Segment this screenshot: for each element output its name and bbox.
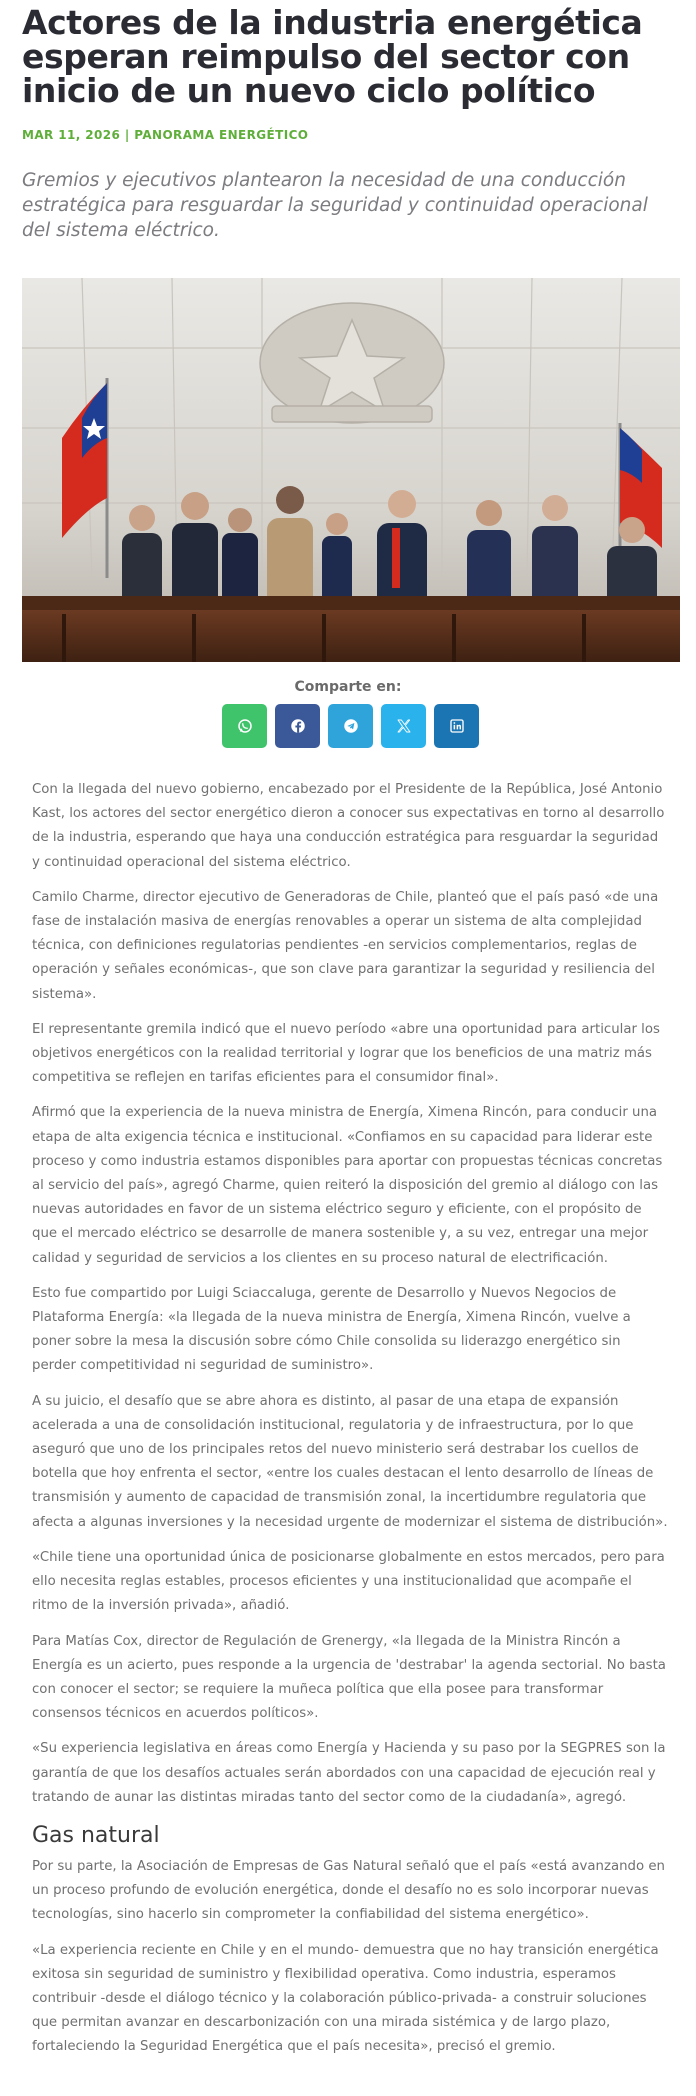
article-paragraph: Por su parte, la Asociación de Empresas de Gas Natural señaló que el país «está avanzando en un proceso profundo de evolución energética, donde el desafío no es solo incorporar nuevas tecnologías, sino hacerlo sin comprometer la confiabilidad del sistema energético». xyxy=(32,1858,665,1923)
article-meta xyxy=(22,128,308,142)
whatsapp-share-button[interactable] xyxy=(222,704,267,748)
article-paragraph: Para Matías Cox, director de Regulación de Grenergy, «la llegada de la Ministra Rincón a Energía es un acierto, pues responde a la urgencia de 'destrabar' la agenda sectorial. No basta con conocer el sector; se requiere la muñeca política que ella posee para transformar consensos técnicos en acuerdos políticos». xyxy=(32,1633,666,1722)
section-heading-gas-natural: Gas natural xyxy=(32,1822,160,1848)
article-paragraph: El representante gremila indicó que el nuevo período «abre una oportunidad para articular los objetivos energéticos con la realidad territorial y lograr que los beneficios de una matriz más competitiva se reflejen en tarifas eficientes para el consumidor final». xyxy=(32,1021,660,1086)
article-paragraph: Esto fue compartido por Luigi Sciaccaluga, gerente de Desarrollo y Nuevos Negocios de Plataforma Energía: «la llegada de la nueva ministra de Energía, Ximena Rincón, vuelve a poner sobre la mesa la discusión sobre cómo Chile consolida su liderazgo energético sin perder competitividad ni seguridad de suministro». xyxy=(32,1285,631,1374)
telegram-share-button[interactable] xyxy=(328,704,373,748)
article-body xyxy=(32,778,668,2071)
article-paragraph: «Chile tiene una oportunidad única de posicionarse globalmente en estos mercados, pero para ello necesita reglas estables, procesos eficientes y una institucionalidad que acompañe el ritmo de la inversión privada», añadió. xyxy=(32,1549,665,1614)
linkedin-share-button[interactable] xyxy=(434,704,479,748)
article-paragraph: Con la llegada del nuevo gobierno, encabezado por el Presidente de la República, José Antonio Kast, los actores del sector energético dieron a conocer sus expectativas en torno al desarrollo de la industria, esperando que haya una conducción estratégica para resguardar la seguridad y continuidad operacional del sistema eléctrico. xyxy=(32,782,665,870)
facebook-share-button[interactable] xyxy=(275,704,320,748)
meta-separator: | xyxy=(124,128,130,142)
article-date: MAR 11, 2026 xyxy=(22,128,121,142)
article-category[interactable]: PANORAMA ENERGÉTICO xyxy=(134,128,309,142)
facebook-icon xyxy=(289,717,307,735)
share-label: Comparte en: xyxy=(294,679,402,695)
x-icon xyxy=(395,717,413,735)
article-paragraph: «Su experiencia legislativa en áreas como Energía y Hacienda y su paso por la SEGPRES son la garantía de que los desafíos actuales serán abordados con una capacidad de ejecución real y tratando de aunar las distintas miradas tanto del sector como de la ciudadanía», agregó. xyxy=(32,1741,666,1805)
article-paragraph: Afirmó que la experiencia de la nueva ministra de Energía, Ximena Rincón, para conducir una etapa de alta exigencia técnica e institucional. «Confiamos en su capacidad para liderar este proceso y como industria estamos disponibles para aportar con propuestas técnicas concretas al servicio del país», agregó Charme, quien reiteró la disposición del gremio al diálogo con las nuevas autoridades en favor de un sistema eléctrico seguro y eficiente, con el propósito de que el mercado eléctrico se desarrolle de manera sostenible y, a su vez, entregar una mejor calidad y seguridad de servicios a los clientes en su proceso natural de electrificación. xyxy=(32,1105,663,1266)
whatsapp-icon xyxy=(236,717,254,735)
linkedin-icon xyxy=(448,717,466,735)
article-subtitle: Gremios y ejecutivos plantearon la necesidad de una conducción estratégica para resguardar la seguridad y continuidad operacional del sistema eléctrico. xyxy=(22,170,648,241)
share-buttons xyxy=(222,704,479,748)
article-paragraph: Camilo Charme, director ejecutivo de Generadoras de Chile, planteó que el país pasó «de una fase de instalación masiva de energías renovables a operar un sistema de alta complejidad técnica, con definiciones regulatorias pendientes -en servicios complementarios, reglas de operación y señales económicas-, que son clave para garantizar la seguridad y resiliencia del sistema». xyxy=(32,889,659,1002)
article-title: Actores de la industria energética esperan reimpulso del sector con inicio de un nuevo ciclo político xyxy=(22,3,643,110)
x-share-button[interactable] xyxy=(381,704,426,748)
article-paragraph: A su juicio, el desafío que se abre ahora es distinto, al pasar de una etapa de expansión acelerada a una de consolidación institucional, regulatoria y de infraestructura, por lo que aseguró que uno de los principales retos del nuevo ministerio será destrabar los cuellos de botella que hoy enfrenta el sector, «entre los cuales destacan el lento desarrollo de líneas de transmisión y aumento de capacidad de transmisión zonal, la incertidumbre regulatoria que afecta a algunas inversiones y la necesidad urgente de modernizar el sistema de distribución». xyxy=(32,1393,668,1530)
telegram-icon xyxy=(342,717,360,735)
hero-image xyxy=(22,278,680,662)
article-paragraph: «La experiencia reciente en Chile y en el mundo- demuestra que no hay transición energética exitosa sin seguridad de suministro y flexibilidad operativa. Como industria, esperamos contribuir -desde el diálogo técnico y la colaboración público-privada- a construir soluciones que permitan avanzar en descarbonización con una mirada sistémica y de largo plazo, fortaleciendo la Seguridad Energética que el país necesita», precisó el gremio. xyxy=(32,1942,659,2055)
